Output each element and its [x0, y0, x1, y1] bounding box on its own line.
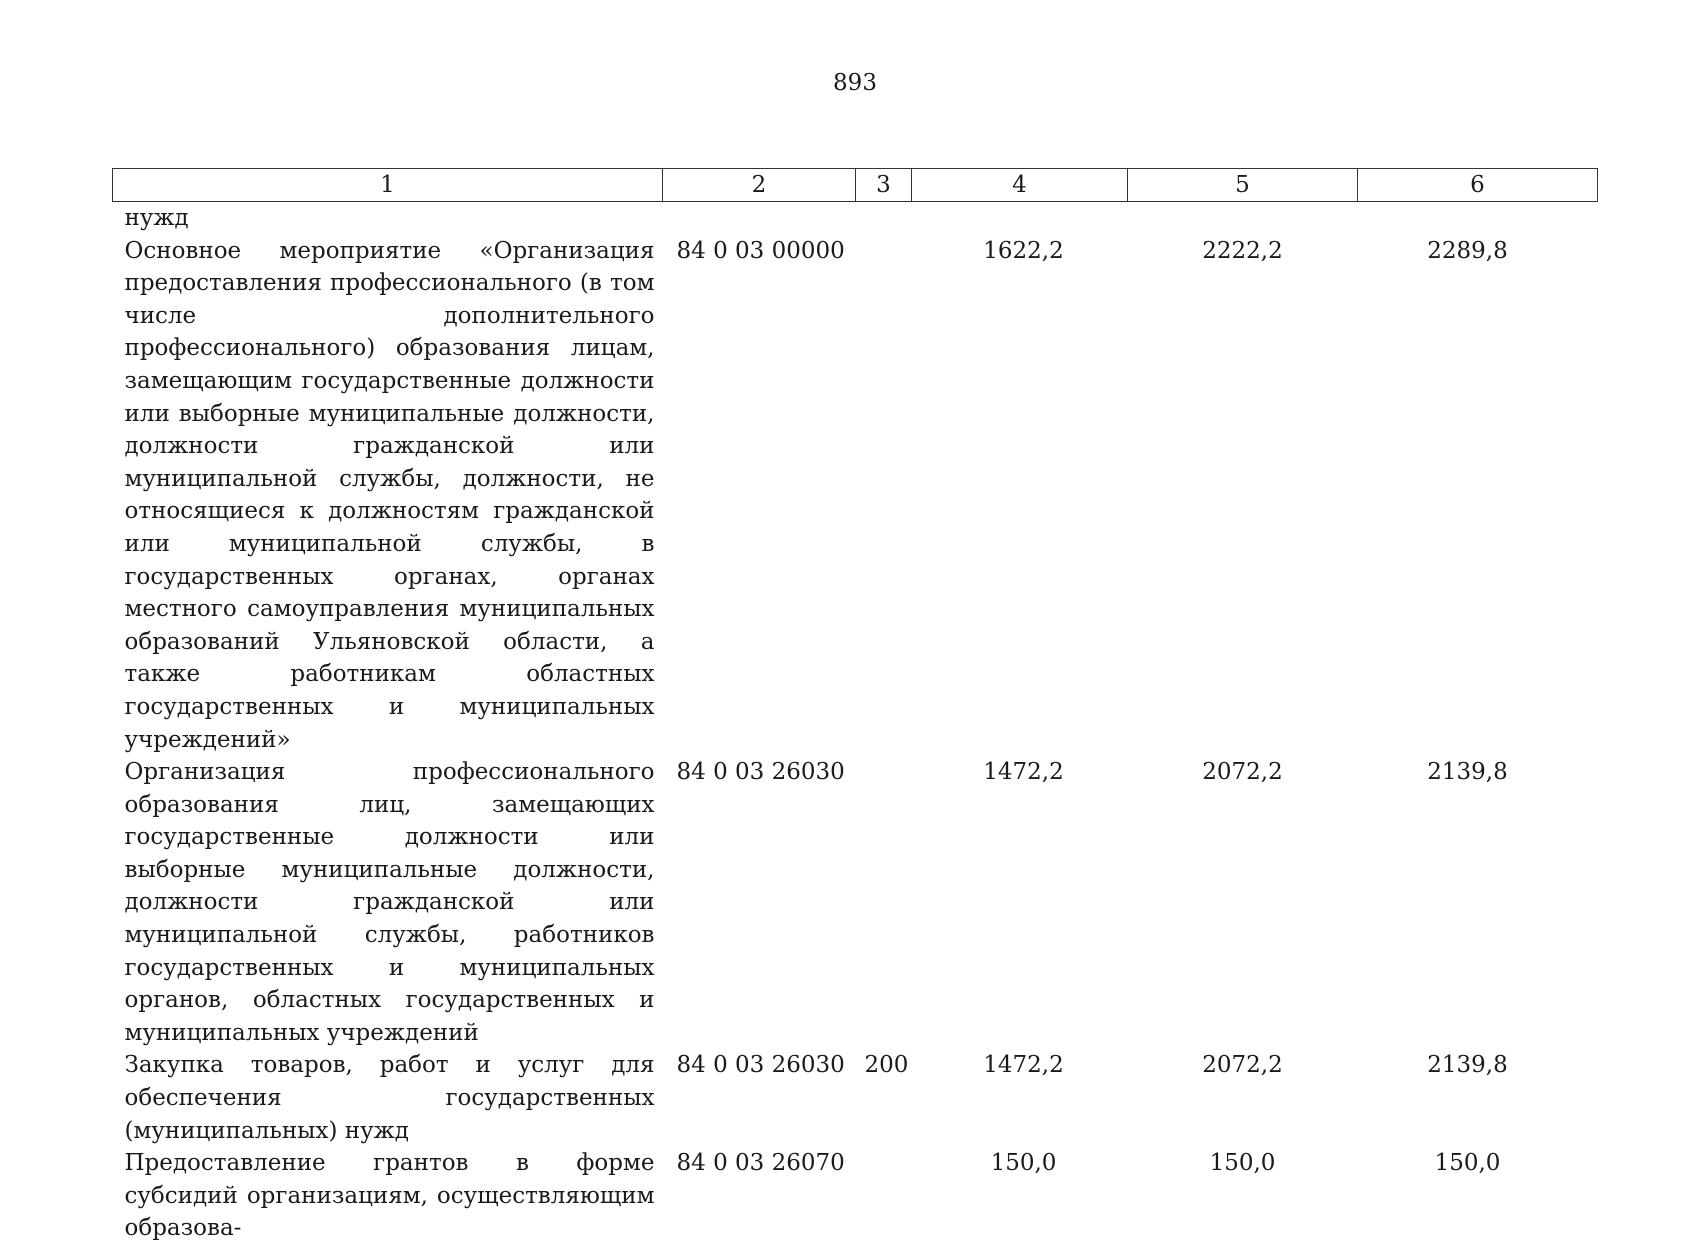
row-value-col6: 2139,8 [1358, 756, 1598, 1049]
budget-table-container [112, 168, 1597, 1245]
page-number: 893 [0, 70, 1698, 96]
row-value-col4 [912, 202, 1128, 235]
header-row [113, 169, 1598, 202]
row-expense-type [856, 202, 912, 235]
row-value-col5 [1128, 202, 1358, 235]
header-col-2: 2 [663, 169, 856, 202]
row-code: 84 0 03 00000 [663, 235, 856, 757]
header-col-6: 6 [1358, 169, 1598, 202]
row-value-col5: 2072,2 [1128, 756, 1358, 1049]
row-name: нужд [113, 202, 663, 235]
table-row [113, 202, 1598, 235]
header-col-3: 3 [856, 169, 912, 202]
table-row [113, 235, 1598, 757]
row-name: Основное мероприятие «Организация предоставления профессионального (в том числе дополнительного профессионального) образования лицам, замещающим государственные должности или выборные муниципальные должности, должности гражданской или муниципальной службы, должности, не относящиеся к должностям гражданской или муниципальной службы, в государственных органах, органах местного самоуправления муниципальных образований Ульяновской области, а также работникам областных государственных и муниципальных учреждений» [113, 235, 663, 757]
header-col-1: 1 [113, 169, 663, 202]
row-value-col5: 2072,2 [1128, 1049, 1358, 1147]
header-col-4: 4 [912, 169, 1128, 202]
row-value-col4: 1472,2 [912, 1049, 1128, 1147]
table-row [113, 1049, 1598, 1147]
table-row [113, 1147, 1598, 1245]
row-code: 84 0 03 26030 [663, 1049, 856, 1147]
row-value-col6: 150,0 [1358, 1147, 1598, 1245]
row-value-col4: 1622,2 [912, 235, 1128, 757]
header-col-5: 5 [1128, 169, 1358, 202]
row-value-col6 [1358, 202, 1598, 235]
budget-table [112, 168, 1598, 1245]
row-name: Закупка товаров, работ и услуг для обеспечения государственных (муниципальных) нужд [113, 1049, 663, 1147]
row-code: 84 0 03 26030 [663, 756, 856, 1049]
row-expense-type: 200 [856, 1049, 912, 1147]
row-value-col5: 150,0 [1128, 1147, 1358, 1245]
table-row [113, 756, 1598, 1049]
row-value-col5: 2222,2 [1128, 235, 1358, 757]
row-code: 84 0 03 26070 [663, 1147, 856, 1245]
table-header [113, 169, 1598, 202]
row-value-col6: 2289,8 [1358, 235, 1598, 757]
row-name: Предоставление грантов в форме субсидий организациям, осуществляющим образова- [113, 1147, 663, 1245]
row-expense-type [856, 1147, 912, 1245]
table-body [113, 202, 1598, 1245]
row-expense-type [856, 235, 912, 757]
row-value-col4: 150,0 [912, 1147, 1128, 1245]
row-code [663, 202, 856, 235]
row-name: Организация профессионального образования лиц, замещающих государственные должности или выборные муниципальные должности, должности гражданской или муниципальной службы, работников государственных и муниципальных органов, областных государственных и муниципальных учреждений [113, 756, 663, 1049]
row-value-col4: 1472,2 [912, 756, 1128, 1049]
row-value-col6: 2139,8 [1358, 1049, 1598, 1147]
row-expense-type [856, 756, 912, 1049]
